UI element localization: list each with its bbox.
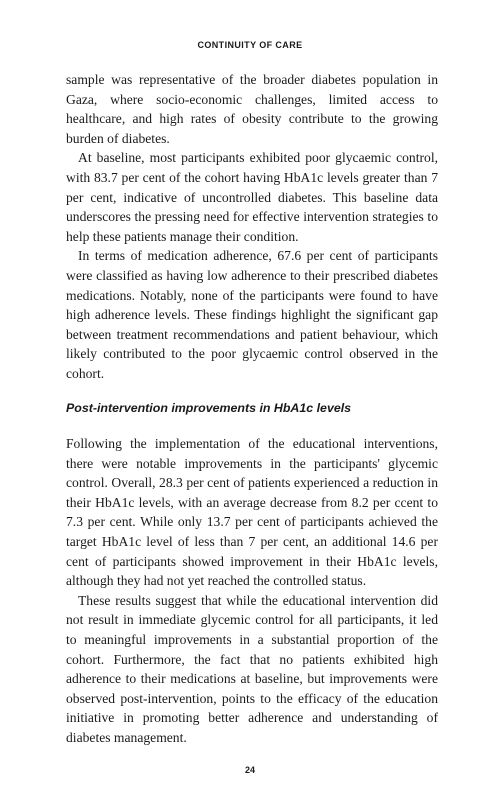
section-subheading: Post-intervention improvements in HbA1c levels	[66, 400, 352, 415]
body-text	[66, 70, 438, 748]
page-number: 24	[244, 765, 255, 775]
paragraph: At baseline, most participants exhibited poor glycaemic control, with 83.7 per cent of the cohort having HbA1c levels greater than 7 per cent, indicative of uncontrolled diabetes. This baseline data underscores the pressing need for effective intervention strategies to help these patients manage their condition.	[66, 150, 438, 244]
paragraph: Following the implementation of the educational interventions, there were notable improvements in the participants' glycemic control. Overall, 28.3 per cent of patients experienced a reduction in their HbA1c levels, with an average decrease from 8.2 per ccent to 7.3 per cent. While only 13.7 per cent of participants achieved the target HbA1c level of less than 7 per cent, an additional 14.6 per cent of participants showed improvement in their HbA1c levels, although they had not yet reached the controlled status.	[66, 436, 438, 589]
paragraph: In terms of medication adherence, 67.6 per cent of participants were classified as having low adherence to their prescribed diabetes medications. Notably, none of the participants were found to have high adherence levels. These findings highlight the significant gap between treatment recommendations and patient behaviour, which likely contributed to the poor glycaemic control observed in the cohort.	[66, 248, 438, 381]
running-head: CONTINUITY OF CARE	[197, 40, 303, 50]
paragraph: These results suggest that while the educational intervention did not result in immediate glycemic control for all participants, it led to meaningful improvements in a substantial proportion of the cohort. Furthermore, the fact that no patients exhibited high adherence to their medications at baseline, but improvements were observed post-intervention, points to the efficacy of the education initiative in promoting better adherence and understanding of diabetes management.	[66, 592, 438, 745]
paragraph: sample was representative of the broader diabetes population in Gaza, where socio-economic challenges, limited access to healthcare, and high rates of obesity contribute to the growing burden of diabetes.	[66, 72, 438, 146]
